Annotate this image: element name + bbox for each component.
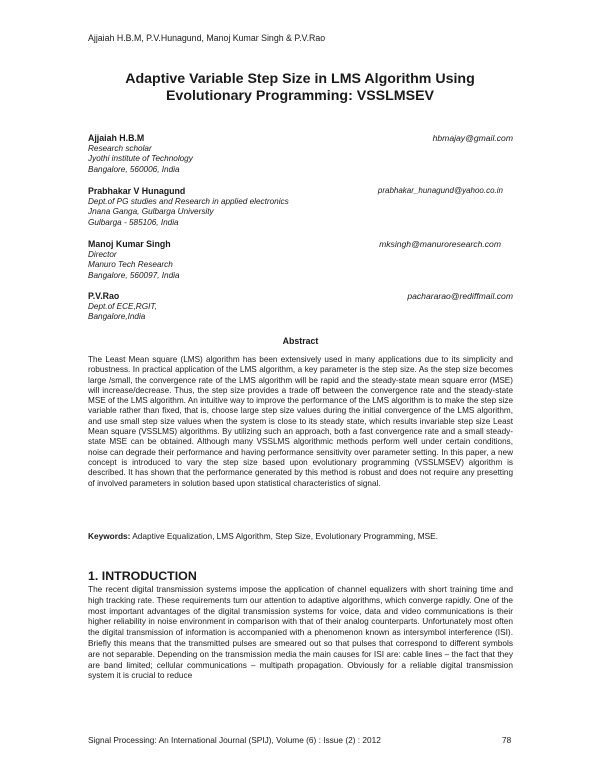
- running-header: Ajjaiah H.B.M, P.V.Hunagund, Manoj Kumar Singh & P.V.Rao: [88, 33, 326, 43]
- title-line-1: Adaptive Variable Step Size in LMS Algorithm Using: [125, 71, 475, 87]
- author-affiliation-line: Research scholar: [88, 143, 152, 153]
- title-line-2: Evolutionary Programming: VSSLMSEV: [165, 88, 435, 104]
- author-affiliation-line: Bangalore,India: [88, 312, 146, 322]
- author-affiliation-line: Bangalore, 560006, India: [88, 164, 180, 174]
- abstract-text: The Least Mean square (LMS) algorithm has been extensively used in many applications due to its simplicity and robustness. In practical application of the LMS algorithm, a key parameter is the step size. As the step size becomes large /small, the convergence rate of the LMS algorithm will be rapid and the steady-state mean square error (MSE) will increase/decrease. Thus, the step size provides a trade off between the convergence rate and the steady-state MSE of the LMS algorithm. An intuitive way to improve the performance of the LMS algorithm is to make the step size variable rather than fixed, that is, choose large step size values during the initial convergence of the LMS algorithm, and use small step size values when the system is close to its steady state, which results invariable step size Least Mean square (VSSLMS) algorithms. By utilizing such an approach, both a fast convergence rate and a small steady-state MSE can be obtained. Although many VSSLMS algorithmic methods perform well under certain conditions, noise can degrade their performance and having performance sensitivity over parameter setting. In this paper, a new concept is introduced to vary the step size based upon evolutionary programming (VSSLMSEV) algorithm is described. It has shown that the performance generated by this method is robust and does not require any presetting of involved parameters in solution based upon statistical characteristics of signal.: [88, 355, 513, 488]
- author-block-2: [88, 186, 513, 228]
- author-affiliation-line: Bangalore, 560097, India: [88, 270, 180, 280]
- author-name: Ajjaiah H.B.M: [88, 133, 145, 143]
- author-affiliation-line: Manuro Tech Research: [88, 260, 173, 270]
- author-affiliation-line: Jnana Ganga, Gulbarga University: [88, 207, 214, 217]
- author-name: P.V.Rao: [88, 291, 120, 301]
- author-affiliation-line: Gulbarga - 585106, India: [88, 217, 179, 227]
- author-affiliation-line: Dept.of PG studies and Research in applied electronics: [88, 196, 289, 206]
- keywords-list: Adaptive Equalization, LMS Algorithm, Step Size, Evolutionary Programming, MSE.: [130, 531, 439, 541]
- author-affiliation-line: Director: [88, 249, 117, 259]
- author-email[interactable]: prabhakar_hunagund@yahoo.co.in: [377, 186, 503, 195]
- keywords: [88, 531, 513, 541]
- introduction-text: The recent digital transmission systems impose the application of channel equalizers with short training time and high tracking rate. These requirements turn our attention to adaptive algorithms, which converge rapidly. One of the most important advantages of the digital transmission systems for voice, data and video communications is their higher reliability in noise environment in comparison with that of their analog counterparts. Unfortunately most often the digital transmission of information is accompanied with a phenomenon known as intersymbol interference (ISI). Briefly this means that the transmitted pulses are smeared out so that pulses that correspond to different symbols are not separable. Depending on the transmission media the main causes for ISI are: cable lines – the fact that they are band limited; cellular communications – multipath propagation. Obviously for a reliable digital transmission system it is crucial to reduce: [88, 584, 513, 681]
- author-email[interactable]: mksingh@manuroresearch.com: [379, 239, 501, 249]
- author-name: Manoj Kumar Singh: [88, 239, 171, 249]
- author-block-3: [88, 239, 513, 281]
- author-email[interactable]: pachararao@rediffmail.com: [407, 291, 513, 301]
- author-block-4: [88, 291, 513, 323]
- footer-journal: Signal Processing: An International Journal (SPIJ), Volume (6) : Issue (2) : 2012: [88, 735, 381, 745]
- author-email[interactable]: hbmajay@gmail.com: [432, 133, 513, 143]
- keywords-label: Keywords:: [88, 531, 131, 541]
- author-block-1: [88, 133, 513, 175]
- section-heading-introduction: 1. INTRODUCTION: [88, 569, 197, 583]
- paper-title: [60, 71, 540, 105]
- author-name: Prabhakar V Hunagund: [88, 186, 186, 196]
- page-number: 78: [502, 735, 512, 745]
- abstract-heading: Abstract: [282, 336, 319, 346]
- author-affiliation-line: Jyothi institute of Technology: [88, 154, 193, 164]
- author-affiliation-line: Dept.of ECE,RGIT,: [88, 301, 157, 311]
